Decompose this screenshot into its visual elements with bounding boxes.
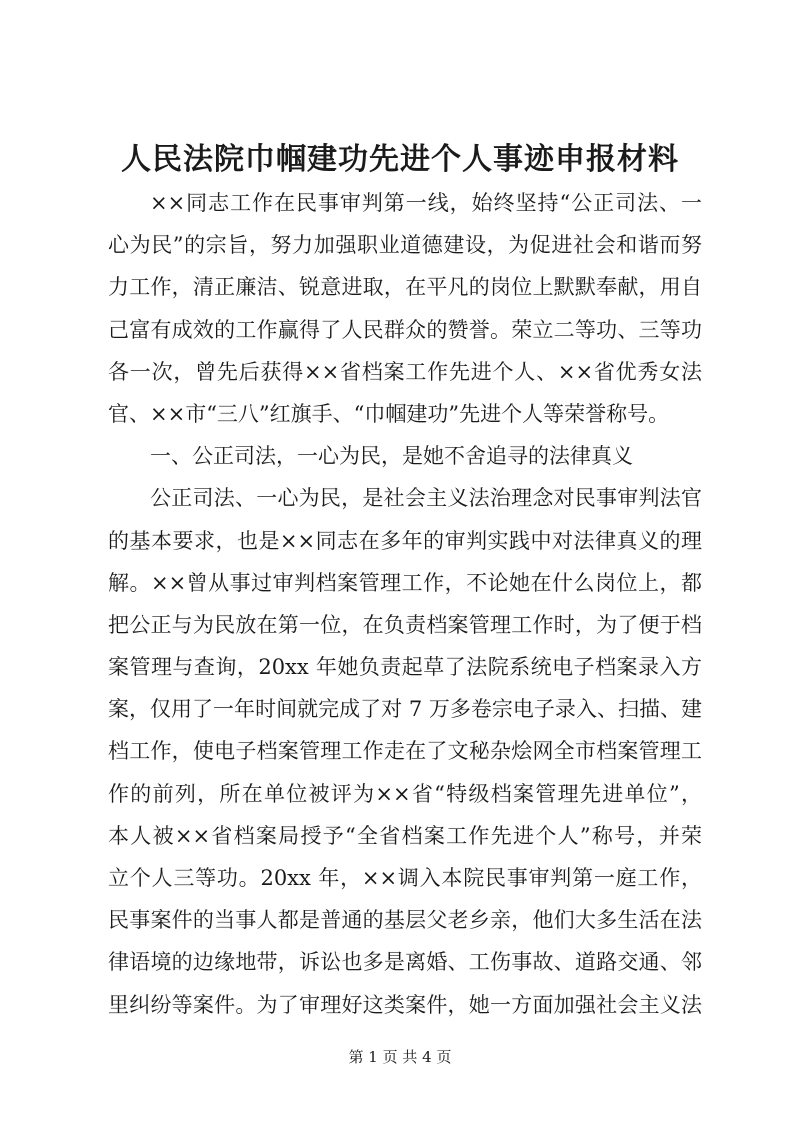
paragraph-line: 己富有成效的工作赢得了人民群众的赞誉。荣立二等功、三等功 [108,317,702,342]
paragraph-line: ××同志工作在民事审判第一线，始终坚持“公正司法、一 [150,191,702,215]
paragraph-line: 律语境的边缘地带，诉讼也多是离婚、工伤事故、道路交通、邻 [108,950,702,975]
paragraph-line: 作的前列，所在单位被评为××省“特级档案管理先进单位”， [108,781,702,806]
paragraph-line: 案，仅用了一年时间就完成了对 7 万多卷宗电子录入、扫描、建 [108,697,702,722]
paragraph-line: 里纠纷等案件。为了审理好这类案件，她一方面加强社会主义法 [108,992,702,1017]
paragraph-line: 本人被××省档案局授予“全省档案工作先进个人”称号，并荣 [108,823,702,848]
paragraph-line: 的基本要求，也是××同志在多年的审判实践中对法律真义的理 [108,528,702,553]
paragraph-line: 把公正与为民放在第一位，在负责档案管理工作时，为了便于档 [108,612,702,637]
paragraph-line: 公正司法、一心为民，是社会主义法治理念对民事审判法官 [150,486,702,511]
paragraph-line: 档工作，使电子档案管理工作走在了文秘杂烩网全市档案管理工 [108,739,702,764]
section-heading: 一、公正司法，一心为民，是她不舍追寻的法律真义 [150,444,633,469]
document-body [108,182,702,1026]
paragraph-line: 各一次，曾先后获得××省档案工作先进个人、××省优秀女法 [108,359,702,384]
paragraph-line: 解。××曾从事过审判档案管理工作，不论她在什么岗位上，都 [108,570,702,595]
paragraph-line: 官、××市“三八”红旗手、“巾帼建功”先进个人等荣誉称号。 [108,401,670,426]
paragraph-line: 力工作，清正廉洁、锐意进取，在平凡的岗位上默默奉献，用自 [108,275,702,300]
paragraph-line: 立个人三等功。20xx 年，××调入本院民事审判第一庭工作， [108,866,702,890]
paragraph-line: 案管理与查询，20xx 年她负责起草了法院系统电子档案录入方 [108,655,702,680]
paragraph-line: 民事案件的当事人都是普通的基层父老乡亲，他们大多生活在法 [108,908,702,933]
paragraph-line: 心为民”的宗旨，努力加强职业道德建设，为促进社会和谐而努 [108,233,702,258]
document-title: 人民法院巾帼建功先进个人事迹申报材料 [121,142,679,177]
page-number: 第 1 页 共 4 页 [348,1048,452,1066]
